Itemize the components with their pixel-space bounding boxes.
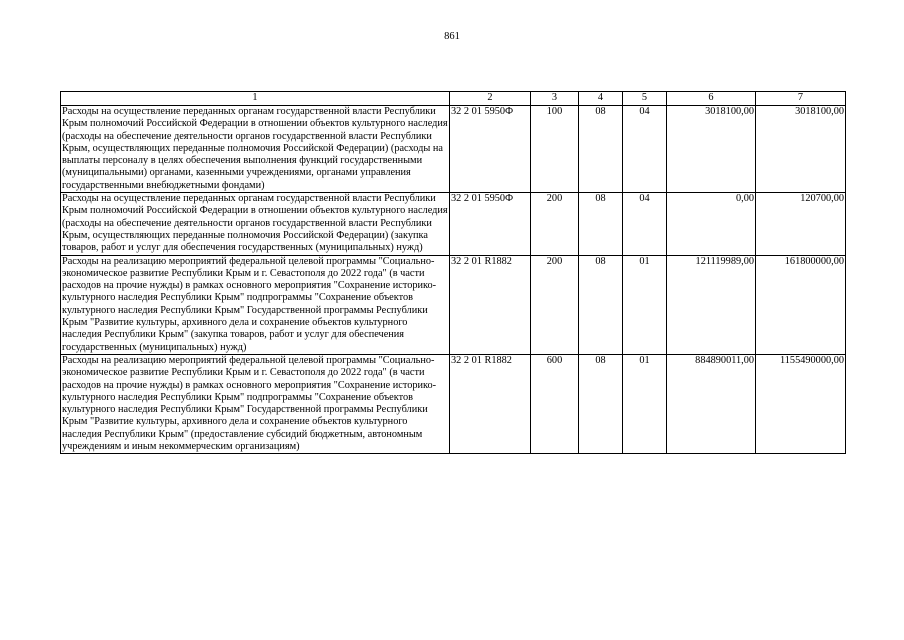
row-section: 08 — [579, 106, 623, 193]
header-cell-6: 6 — [667, 92, 756, 106]
row-amount-col6: 121119989,00 — [667, 255, 756, 354]
row-amount-col7: 1155490000,00 — [756, 354, 846, 453]
table-row — [61, 106, 846, 193]
header-row — [61, 92, 846, 106]
row-amount-col6: 0,00 — [667, 193, 756, 255]
row-target-code: 32 2 01 5950Ф — [450, 193, 531, 255]
row-description: Расходы на реализацию мероприятий федеральной целевой программы "Социально-экономическое развитие Республики Крым и г. Севастополя до 2022 года" (в части расходов на прочие нужды) в рамках основного мероприятия "Сохранение историко-культурного наследия Республики Крым" подпрограммы "Сохранение объектов культурного наследия Республики Крым" Государственной программы Республики Крым "Развитие культуры, архивного дела и сохранение объектов культурного наследия Республики Крым" (предоставление субсидий бюджетным, автономным учреждениям и иным некоммерческим организациям) — [61, 354, 450, 453]
page-number: 861 — [444, 31, 460, 42]
budget-table — [60, 91, 846, 454]
row-expense-type: 200 — [531, 193, 579, 255]
row-expense-type: 200 — [531, 255, 579, 354]
row-amount-col7: 161800000,00 — [756, 255, 846, 354]
header-cell-7: 7 — [756, 92, 846, 106]
row-expense-type: 100 — [531, 106, 579, 193]
table-row — [61, 354, 846, 453]
row-section: 08 — [579, 354, 623, 453]
row-section: 08 — [579, 255, 623, 354]
row-subsection: 04 — [623, 106, 667, 193]
row-amount-col7: 120700,00 — [756, 193, 846, 255]
row-subsection: 01 — [623, 354, 667, 453]
header-cell-2: 2 — [450, 92, 531, 106]
row-subsection: 04 — [623, 193, 667, 255]
header-cell-5: 5 — [623, 92, 667, 106]
row-description: Расходы на реализацию мероприятий федеральной целевой программы "Социально-экономическое развитие Республики Крым и г. Севастополя до 2022 года" (в части расходов на прочие нужды) в рамках основного мероприятия "Сохранение историко-культурного наследия Республики Крым" подпрограммы "Сохранение объектов культурного наследия Республики Крым" Государственной программы Республики Крым "Развитие культуры, архивного дела и сохранение объектов культурного наследия Республики Крым" (закупка товаров, работ и услуг для обеспечения государственных (муниципальных) нужд) — [61, 255, 450, 354]
row-amount-col6: 3018100,00 — [667, 106, 756, 193]
row-expense-type: 600 — [531, 354, 579, 453]
row-target-code: 32 2 01 R1882 — [450, 354, 531, 453]
row-section: 08 — [579, 193, 623, 255]
row-amount-col7: 3018100,00 — [756, 106, 846, 193]
row-target-code: 32 2 01 5950Ф — [450, 106, 531, 193]
row-amount-col6: 884890011,00 — [667, 354, 756, 453]
table-row — [61, 255, 846, 354]
row-subsection: 01 — [623, 255, 667, 354]
header-cell-4: 4 — [579, 92, 623, 106]
table-row — [61, 193, 846, 255]
row-description: Расходы на осуществление переданных органам государственной власти Республики Крым полномочий Российской Федерации в отношении объектов культурного наследия (расходы на обеспечение деятельности органов государственной власти Республики Крым, осуществляющих переданные полномочия Российской Федерации) (закупка товаров, работ и услуг для обеспечения государственных (муниципальных) нужд) — [62, 193, 448, 254]
row-target-code: 32 2 01 R1882 — [450, 255, 531, 354]
header-cell-1: 1 — [61, 92, 450, 106]
header-cell-3: 3 — [531, 92, 579, 106]
row-description: Расходы на осуществление переданных органам государственной власти Республики Крым полномочий Российской Федерации в отношении объектов культурного наследия (расходы на обеспечение деятельности органов государственной власти Республики Крым, осуществляющих переданные полномочия Российской Федерации) (расходы на выплаты персоналу в целях обеспечения выполнения функций государственными (муниципальными) органами, казенными учреждениями, органами управления государственными внебюджетными фондами) — [62, 106, 448, 191]
